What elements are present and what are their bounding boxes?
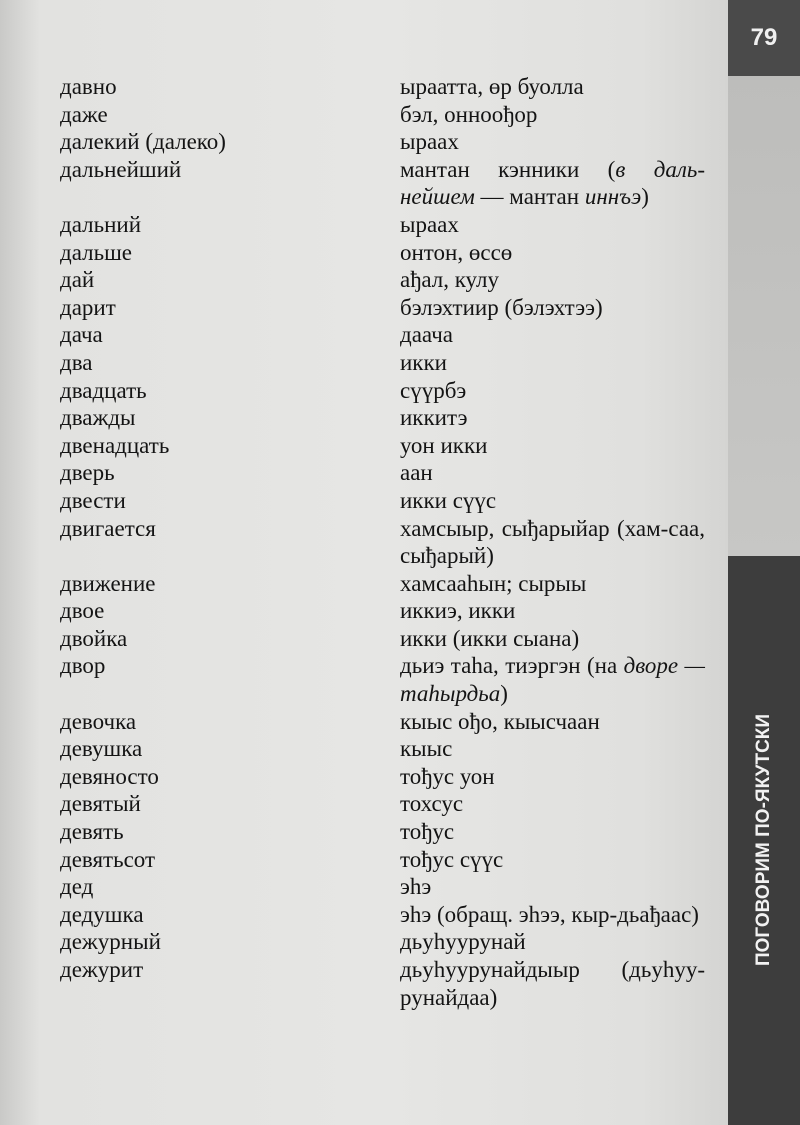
entry-russian: дальше	[60, 239, 132, 265]
entry-yakut: ыраах	[400, 211, 459, 237]
entry-row	[60, 901, 710, 929]
entry-yakut: иккиэ, икки	[400, 598, 516, 624]
dictionary-entries	[60, 73, 710, 1011]
entry-russian: двадцать	[60, 377, 147, 403]
entry-row	[60, 818, 710, 846]
entry-russian: дай	[60, 267, 95, 293]
entry-russian: далекий (далеко)	[60, 129, 226, 155]
section-title: ПОГОВОРИМ ПО-ЯКУТСКИ	[753, 713, 774, 967]
entry-russian: девять	[60, 819, 124, 845]
entry-yakut: икки	[400, 349, 447, 375]
entry-russian: двигается	[60, 515, 156, 541]
entry-russian: двести	[60, 487, 126, 513]
entry-russian: дежурный	[60, 929, 161, 955]
entry-row	[60, 459, 710, 487]
page-number: 79	[728, 0, 800, 76]
entry-row	[60, 128, 710, 156]
entry-row	[60, 404, 710, 432]
entry-yakut: хамсааһын; сырыы	[400, 570, 587, 596]
entry-yakut: эһэ	[400, 874, 432, 900]
entry-russian: дежурит	[60, 957, 144, 982]
entry-row	[60, 763, 710, 791]
entry-russian: дальний	[60, 211, 142, 237]
entry-yakut: икки (икки сыана)	[400, 625, 580, 651]
entry-row	[60, 735, 710, 763]
entry-russian: дача	[60, 322, 103, 348]
entry-yakut: сүүрбэ	[400, 377, 467, 403]
entry-russian: давно	[60, 74, 117, 99]
entry-russian: дальнейший	[60, 156, 182, 182]
entry-yakut: дьуһуурунайдыыр (дьуһуу-рунайдаа)	[400, 957, 705, 1010]
entry-yakut: бэл, онноођор	[400, 101, 538, 127]
entry-row	[60, 708, 710, 736]
entry-row	[60, 515, 710, 570]
entry-row	[60, 377, 710, 405]
entry-row	[60, 846, 710, 874]
entry-russian: дедушка	[60, 901, 144, 927]
entry-yakut: тођус	[400, 819, 455, 845]
entry-yakut: ыраатта, өр буолла	[400, 74, 584, 99]
entry-russian: девушка	[60, 736, 143, 762]
entry-row	[60, 570, 710, 598]
entry-row	[60, 928, 710, 956]
entry-yakut: кыыс	[400, 736, 453, 762]
entry-yakut: дьуһуурунай	[400, 929, 526, 955]
entry-row	[60, 873, 710, 901]
entry-russian: дверь	[60, 460, 115, 486]
entry-yakut: мантан кэнники (в даль-нейшем — мантан иннъэ)	[400, 156, 705, 210]
entry-russian: девяносто	[60, 763, 159, 789]
entry-yakut: тођус сүүс	[400, 846, 504, 872]
entry-yakut: дьиэ таһа, тиэргэн (на дворе — таһырдьа)	[400, 653, 705, 707]
entry-row	[60, 790, 710, 818]
entry-row	[60, 156, 710, 211]
entry-row	[60, 652, 710, 707]
entry-yakut: кыыс ођо, кыысчаан	[400, 708, 600, 734]
entry-row	[60, 625, 710, 653]
entry-yakut: икки сүүс	[400, 487, 497, 513]
entry-russian: дважды	[60, 405, 136, 431]
entry-row	[60, 266, 710, 294]
entry-row	[60, 101, 710, 129]
entry-russian: двое	[60, 598, 105, 624]
entry-russian: движение	[60, 570, 156, 596]
entry-yakut: иккитэ	[400, 405, 468, 431]
entry-russian: девочка	[60, 708, 137, 734]
entry-row	[60, 73, 710, 101]
thumb-index-upper	[728, 76, 800, 556]
entry-yakut: уон икки	[400, 432, 488, 458]
entry-russian: даже	[60, 101, 108, 127]
entry-russian: двор	[60, 653, 106, 679]
entry-russian: дед	[60, 874, 94, 900]
entry-row	[60, 239, 710, 267]
entry-yakut: хамсыыр, сыђарыйар (хам-саа, сыђарый)	[400, 515, 705, 569]
entry-row	[60, 956, 710, 1011]
entry-row	[60, 349, 710, 377]
entry-yakut: эһэ (обращ. эһээ, кыр-дьађаас)	[400, 901, 699, 927]
entry-russian: девятый	[60, 791, 141, 817]
entry-yakut: тохсус	[400, 791, 464, 817]
entry-russian: два	[60, 349, 93, 375]
entry-yakut: аан	[400, 460, 433, 486]
entry-russian: девятьсот	[60, 846, 156, 872]
entry-yakut: ађал, кулу	[400, 267, 500, 293]
entry-row	[60, 294, 710, 322]
entry-yakut: онтон, өссө	[400, 239, 513, 265]
entry-yakut: бэлэхтиир (бэлэхтээ)	[400, 294, 603, 320]
entry-row	[60, 321, 710, 349]
entry-yakut: тођус уон	[400, 763, 495, 789]
entry-row	[60, 432, 710, 460]
entry-row	[60, 487, 710, 515]
entry-yakut: даача	[400, 322, 453, 348]
entry-russian: двойка	[60, 625, 128, 651]
entry-row	[60, 597, 710, 625]
entry-russian: двенадцать	[60, 432, 170, 458]
entry-row	[60, 211, 710, 239]
entry-yakut: ыраах	[400, 129, 459, 155]
entry-russian: дарит	[60, 294, 116, 320]
